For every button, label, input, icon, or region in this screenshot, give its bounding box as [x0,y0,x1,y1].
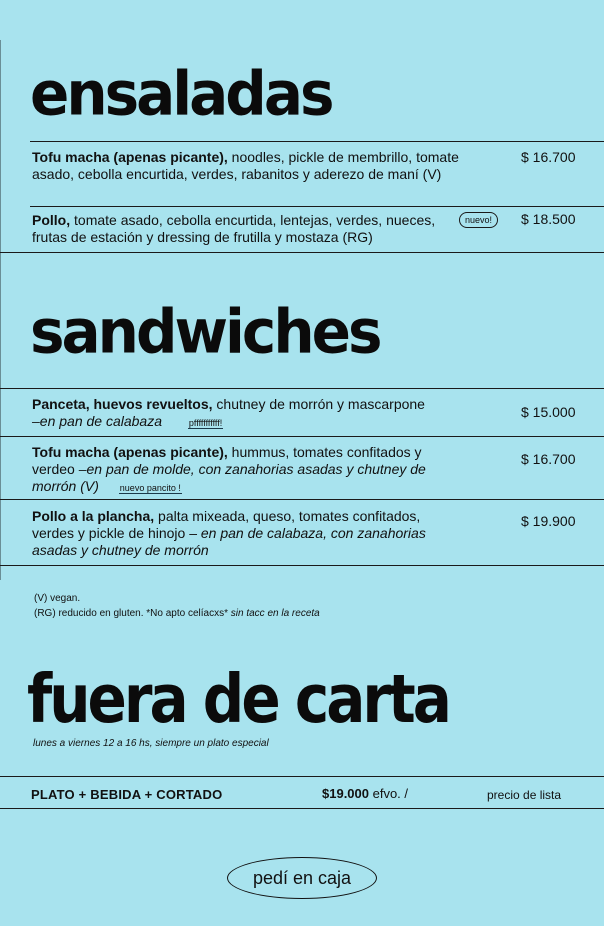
item-name: Tofu macha (apenas picante), [32,444,228,460]
item-bread: –en pan de molde, con zanahorias asadas y chutney de morrón (V) [32,461,426,494]
section-title-sandwiches: sandwiches [30,296,380,368]
menu-item-tofu-ensalada [32,149,472,183]
section-title-ensaladas: ensaladas [30,58,332,130]
combo-label: PLATO + BEBIDA + CORTADO [31,787,223,802]
item-price: $ 16.700 [521,149,576,165]
item-bread: –en pan de calabaza [32,413,162,429]
menu-item-tofu-sandwich [32,444,447,495]
daily-special-subtitle: lunes a viernes 12 a 16 hs, siempre un plato especial [33,738,269,749]
divider [0,436,604,437]
divider [0,499,604,500]
item-name: Pollo a la plancha, [32,508,155,524]
item-price: $ 19.900 [521,513,576,529]
item-price: $ 18.500 [521,211,576,227]
order-at-register-badge: pedí en caja [227,857,377,899]
item-description: hummus, tomates confitados y verdeo [32,444,422,477]
divider [0,808,604,809]
vegan-note: (V) vegan. [34,593,81,604]
item-description: tomate asado, cebolla encurtida, lentejas, verdes, nueces, frutas de estación y dressing de frutilla y mostaza (RG) [32,212,436,245]
divider [0,252,604,253]
menu-item-pollo-sandwich [32,508,447,559]
item-price: $ 16.700 [521,451,576,467]
section-title-fuera-de-carta: fuera de carta [27,660,449,739]
menu-item-panceta [32,396,472,430]
item-description: noodles, pickle de membrillo, tomate asado, cebolla encurtida, verdes, rabanitos y aderezo de maní (V) [32,149,459,182]
list-price-label: precio de lista [487,788,562,802]
item-description: chutney de morrón y mascarpone [212,396,425,412]
divider [30,206,604,207]
new-badge: nuevo! [459,212,498,228]
menu-item-pollo-ensalada [32,212,462,246]
divider [0,388,604,389]
divider [0,776,604,777]
divider [0,565,604,566]
item-note-tag: pfffffffffff! [188,418,223,428]
item-name: Panceta, huevos revueltos, [32,396,213,412]
item-name: Tofu macha (apenas picante), [32,149,228,165]
item-name: Pollo, [32,212,71,228]
gluten-note: (RG) reducido en gluten. *No apto celíacxs* sin tacc en la receta [34,608,320,619]
item-bread: en pan de calabaza, con zanahorias asadas y chutney de morrón [32,525,426,558]
item-note-tag: nuevo pancito ! [119,483,181,493]
dietary-notes [34,591,320,621]
item-price: $ 15.000 [521,404,576,420]
divider [30,141,604,142]
item-description: palta mixeada, queso, tomates confitados, verdes y pickle de hinojo – [32,508,421,541]
combo-price: $19.000 efvo. / [322,786,409,801]
